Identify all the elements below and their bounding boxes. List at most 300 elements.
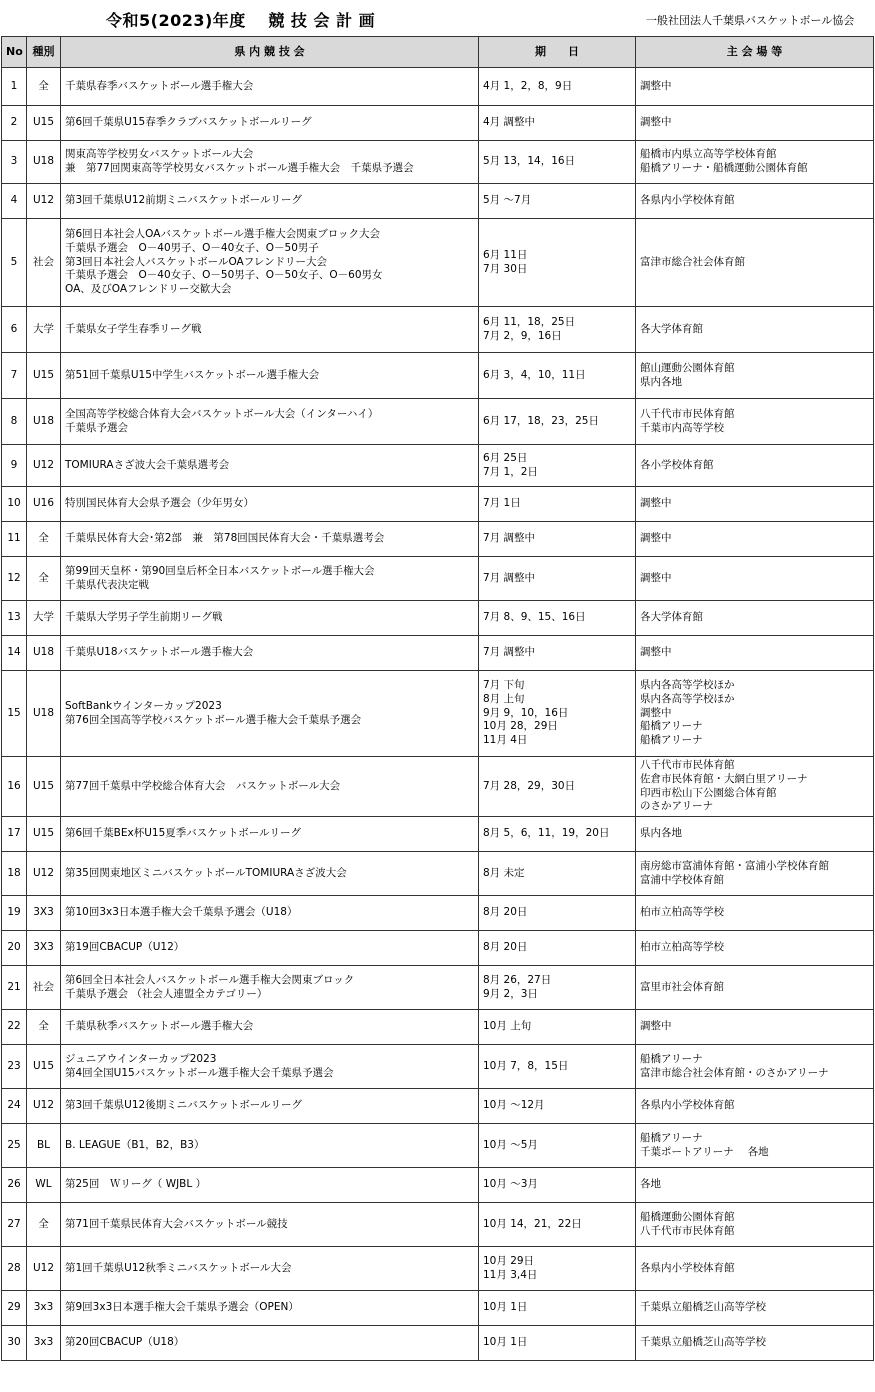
row-date-line: 7月 下旬: [483, 679, 525, 692]
row-date: [479, 817, 636, 852]
row-number: 7: [2, 353, 27, 399]
row-event: [61, 671, 479, 757]
row-number: 3: [2, 141, 27, 184]
row-date: [479, 671, 636, 757]
row-date-line: 10月 29日: [483, 1254, 535, 1267]
row-venue: [636, 141, 874, 184]
row-event-line: 第35回関東地区ミニバスケットボールTOMIURAさざ波大会: [65, 866, 347, 879]
row-event-line: 関東高等学校男女バスケットボール大会: [65, 148, 254, 161]
row-category: 3x3: [27, 1291, 61, 1326]
row-number: 23: [2, 1045, 27, 1089]
row-event-line: 第9回3x3日本選手権大会千葉県予選会（OPEN）: [65, 1301, 299, 1314]
row-date: [479, 1247, 636, 1291]
row-venue: [636, 852, 874, 896]
row-event-line: 第19回CBACUP（U12）: [65, 941, 185, 954]
organization-name: 一般社団法人千葉県バスケットボール協会: [646, 14, 855, 27]
row-date-line: 7月 28，29，30日: [483, 779, 576, 792]
row-event: [61, 896, 479, 931]
row-event-line: 千葉県U18バスケットボール選手権大会: [65, 646, 254, 659]
row-event-line: 特別国民体育大会県予選会（少年男女）: [65, 497, 254, 510]
row-number: 29: [2, 1291, 27, 1326]
row-category: U12: [27, 445, 61, 487]
row-event-line: 第6回全日本社会人バスケットボール選手権大会関東ブロック: [65, 973, 355, 986]
row-date-line: 11月 4日: [483, 733, 528, 746]
table-row: [2, 353, 874, 399]
row-event-line: 千葉県大学男子学生前期リーグ戦: [65, 611, 223, 624]
row-venue: [636, 1247, 874, 1291]
row-venue: [636, 817, 874, 852]
row-event-line: 千葉県秋季バスケットボール選手権大会: [65, 1020, 254, 1033]
row-event-line: 全国高等学校総合体育大会バスケットボール大会（インターハイ）: [65, 407, 379, 420]
row-event: [61, 1124, 479, 1168]
row-event: [61, 1326, 479, 1361]
row-category: U18: [27, 141, 61, 184]
row-date-line: 8月 上旬: [483, 693, 525, 706]
header-event: 県 内 競 技 会: [61, 37, 479, 68]
row-venue: [636, 757, 874, 817]
row-venue: [636, 487, 874, 522]
row-event: [61, 1168, 479, 1203]
table-row: [2, 966, 874, 1010]
row-event: [61, 445, 479, 487]
row-date: [479, 557, 636, 601]
row-date-line: 10月 ～12月: [483, 1099, 545, 1112]
row-venue-line: 各県内小学校体育館: [640, 194, 735, 207]
row-venue-line: 佐倉市民体育館・大網白里アリーナ: [640, 772, 808, 785]
row-venue-line: 千葉県立船橋芝山高等学校: [640, 1301, 766, 1314]
row-venue-line: 柏市立柏高等学校: [640, 941, 724, 954]
row-venue-line: 調整中: [640, 646, 672, 659]
row-date-line: 10月 上旬: [483, 1020, 532, 1033]
row-event: [61, 1045, 479, 1089]
row-event-line: 千葉県民体育大会･第2部 兼 第78回国民体育大会・千葉県選考会: [65, 532, 385, 545]
table-row: [2, 487, 874, 522]
row-event: [61, 68, 479, 106]
row-event: [61, 487, 479, 522]
row-date-line: 7月 調整中: [483, 532, 536, 545]
row-venue: [636, 1291, 874, 1326]
row-date: [479, 966, 636, 1010]
table-row: [2, 896, 874, 931]
table-row: [2, 1124, 874, 1168]
row-category: U18: [27, 636, 61, 671]
row-event-line: TOMIURAさざ波大会千葉県選考会: [65, 458, 230, 471]
row-event: [61, 557, 479, 601]
row-date-line: 8月 26，27日: [483, 973, 552, 986]
row-category: U15: [27, 757, 61, 817]
table-row: [2, 184, 874, 219]
row-date: [479, 522, 636, 557]
row-date: [479, 1089, 636, 1124]
row-event-line: 第4回全国U15バスケットボール選手権大会千葉県予選会: [65, 1066, 334, 1079]
row-category: U12: [27, 1089, 61, 1124]
row-category: BL: [27, 1124, 61, 1168]
row-date: [479, 1203, 636, 1247]
row-event: [61, 966, 479, 1010]
row-date: [479, 141, 636, 184]
row-venue: [636, 522, 874, 557]
row-event: [61, 931, 479, 966]
table-row: [2, 141, 874, 184]
table-row: [2, 219, 874, 307]
row-date-line: 9月 2，3日: [483, 987, 538, 1000]
row-date-line: 8月 20日: [483, 906, 528, 919]
table-row: [2, 817, 874, 852]
row-venue: [636, 931, 874, 966]
row-date: [479, 106, 636, 141]
row-date: [479, 353, 636, 399]
row-event-line: 千葉県予選会 O－40男子、O－40女子、O－50男子: [65, 242, 319, 255]
row-event: [61, 1203, 479, 1247]
row-number: 1: [2, 68, 27, 106]
table-row: [2, 852, 874, 896]
row-event-line: 千葉県春季バスケットボール選手権大会: [65, 79, 254, 92]
row-event: [61, 219, 479, 307]
row-venue-line: 各小学校体育館: [640, 458, 714, 471]
row-category: U12: [27, 852, 61, 896]
row-event-line: 第3回日本社会人バスケットボールOAフレンドリー大会: [65, 255, 328, 268]
row-venue-line: 船橋アリーナ: [640, 1052, 703, 1065]
row-venue: [636, 184, 874, 219]
row-category: U12: [27, 1247, 61, 1291]
row-date-line: 4月 調整中: [483, 116, 536, 129]
row-category: U15: [27, 353, 61, 399]
row-date: [479, 896, 636, 931]
row-event: [61, 852, 479, 896]
row-number: 14: [2, 636, 27, 671]
row-event-line: 第71回千葉県民体育大会バスケットボール競技: [65, 1217, 288, 1230]
row-date-line: 10月 28，29日: [483, 720, 558, 733]
row-event: [61, 601, 479, 636]
row-date: [479, 68, 636, 106]
table-row: [2, 1168, 874, 1203]
table-row: [2, 931, 874, 966]
row-venue-line: 富里市社会体育館: [640, 980, 724, 993]
row-category: U12: [27, 184, 61, 219]
table-row: [2, 757, 874, 817]
row-venue-line: 県内各地: [640, 827, 682, 840]
row-date-line: 7月 8、9、15、16日: [483, 611, 586, 624]
row-event-line: 千葉県予選会 O－40女子、O－50男子、O－50女子、O－60男女: [65, 269, 383, 282]
row-date: [479, 307, 636, 353]
row-date-line: 6月 11日: [483, 248, 528, 261]
row-date-line: 7月 1，2日: [483, 465, 538, 478]
schedule-rows: [2, 68, 874, 1361]
row-event-line: 第25回 Ｗリーグ（ WJBL ）: [65, 1178, 207, 1191]
row-date: [479, 1124, 636, 1168]
row-date-line: 8月 5，6，11，19，20日: [483, 827, 610, 840]
row-venue: [636, 445, 874, 487]
row-number: 21: [2, 966, 27, 1010]
row-date-line: 10月 1日: [483, 1336, 528, 1349]
row-venue-line: 千葉県立船橋芝山高等学校: [640, 1336, 766, 1349]
row-date-line: 10月 ～3月: [483, 1178, 538, 1191]
row-venue: [636, 106, 874, 141]
table-row: [2, 399, 874, 445]
row-number: 16: [2, 757, 27, 817]
table-row: [2, 601, 874, 636]
row-number: 20: [2, 931, 27, 966]
row-venue-line: 船橋市内県立高等学校体育館: [640, 148, 777, 161]
row-event-line: 千葉県予選会: [65, 421, 128, 434]
table-row: [2, 1203, 874, 1247]
row-venue-line: 調整中: [640, 497, 672, 510]
row-venue-line: 調整中: [640, 532, 672, 545]
row-venue-line: 船橋アリーナ・船橋運動公園体育館: [640, 162, 808, 174]
row-category: U18: [27, 671, 61, 757]
row-venue: [636, 399, 874, 445]
row-number: 15: [2, 671, 27, 757]
row-event-line: 第76回全国高等学校バスケットボール選手権大会千葉県予選会: [65, 713, 362, 726]
row-venue-line: 千葉ポートアリーナ 各地: [640, 1145, 769, 1158]
row-date-line: 5月 ～7月: [483, 194, 532, 207]
row-venue-line: 八千代市市民体育館: [640, 1224, 735, 1237]
row-date: [479, 636, 636, 671]
row-date-line: 6月 17，18，23，25日: [483, 414, 599, 427]
row-number: 5: [2, 219, 27, 307]
row-venue-line: 船橋運動公園体育館: [640, 1210, 735, 1223]
row-category: 3x3: [27, 1326, 61, 1361]
row-date-line: 10月 ～5月: [483, 1138, 538, 1151]
row-number: 25: [2, 1124, 27, 1168]
table-row: [2, 1045, 874, 1089]
row-category: WL: [27, 1168, 61, 1203]
row-venue-line: 富浦中学校体育館: [640, 873, 724, 886]
row-date: [479, 219, 636, 307]
row-event-line: 第99回天皇杯・第90回皇后杯全日本バスケットボール選手権大会: [65, 564, 375, 577]
row-venue-line: 調整中: [640, 706, 672, 719]
row-event: [61, 1010, 479, 1045]
row-event: [61, 1291, 479, 1326]
row-venue-line: 柏市立柏高等学校: [640, 906, 724, 919]
row-date: [479, 931, 636, 966]
row-venue: [636, 68, 874, 106]
row-venue-line: 富津市総合社会体育館・のさかアリーナ: [640, 1066, 829, 1079]
row-number: 8: [2, 399, 27, 445]
row-event-line: 第20回CBACUP（U18）: [65, 1336, 185, 1349]
row-venue: [636, 1124, 874, 1168]
row-date-line: 8月 未定: [483, 866, 525, 879]
row-venue-line: 八千代市市民体育館: [640, 759, 735, 772]
row-event-line: ジュニアウインターカップ2023: [65, 1052, 217, 1065]
row-date-line: 5月 13，14，16日: [483, 155, 576, 168]
row-category: 全: [27, 68, 61, 106]
row-category: 全: [27, 522, 61, 557]
table-row: [2, 557, 874, 601]
row-category: 3X3: [27, 896, 61, 931]
row-venue-line: のさかアリーナ: [640, 800, 714, 813]
row-venue: [636, 1326, 874, 1361]
row-venue: [636, 219, 874, 307]
row-venue: [636, 557, 874, 601]
row-venue: [636, 636, 874, 671]
row-venue-line: 県内各高等学校ほか: [640, 693, 735, 706]
row-event-line: 第1回千葉県U12秋季ミニバスケットボール大会: [65, 1261, 292, 1274]
table-row: [2, 1291, 874, 1326]
row-date-line: 6月 3，4，10，11日: [483, 368, 586, 381]
row-event: [61, 1089, 479, 1124]
row-event-line: OA、及びOAフレンドリー交歓大会: [65, 282, 232, 295]
row-date: [479, 184, 636, 219]
row-venue: [636, 671, 874, 757]
row-event-line: 兼 第77回関東高等学校男女バスケットボール選手権大会 千葉県予選会: [65, 162, 414, 174]
row-date: [479, 1326, 636, 1361]
row-date: [479, 399, 636, 445]
row-event-line: 第3回千葉県U12後期ミニバスケットボールリーグ: [65, 1099, 302, 1112]
row-date-line: 7月 1日: [483, 497, 521, 510]
row-category: U16: [27, 487, 61, 522]
table-row: [2, 1089, 874, 1124]
row-venue-line: 県内各高等学校ほか: [640, 679, 735, 692]
row-date-line: 7月 調整中: [483, 571, 536, 584]
row-number: 10: [2, 487, 27, 522]
table-row: [2, 1326, 874, 1361]
row-date: [479, 445, 636, 487]
row-venue-line: 調整中: [640, 571, 672, 584]
row-category: 社会: [27, 966, 61, 1010]
row-date: [479, 1010, 636, 1045]
row-event: [61, 817, 479, 852]
row-event: [61, 399, 479, 445]
row-venue-line: 県内各地: [640, 375, 682, 388]
row-event-line: 第6回千葉BEx杯U15夏季バスケットボールリーグ: [65, 827, 302, 840]
row-number: 30: [2, 1326, 27, 1361]
table-row: [2, 445, 874, 487]
row-event: [61, 353, 479, 399]
row-venue: [636, 1203, 874, 1247]
row-number: 19: [2, 896, 27, 931]
row-venue: [636, 353, 874, 399]
row-event-line: 千葉県代表決定戦: [65, 578, 149, 591]
row-date-line: 8月 20日: [483, 941, 528, 954]
row-category: U15: [27, 817, 61, 852]
row-venue-line: 印西市松山下公園総合体育館: [640, 786, 777, 799]
row-number: 11: [2, 522, 27, 557]
row-event-line: 第3回千葉県U12前期ミニバスケットボールリーグ: [65, 194, 302, 207]
row-number: 13: [2, 601, 27, 636]
row-number: 18: [2, 852, 27, 896]
row-category: 全: [27, 1203, 61, 1247]
row-date-line: 10月 14，21，22日: [483, 1217, 582, 1230]
row-event-line: B. LEAGUE（B1，B2，B3）: [65, 1138, 205, 1151]
row-date-line: 7月 30日: [483, 262, 528, 275]
table-row: [2, 671, 874, 757]
table-row: [2, 106, 874, 141]
header-venue: 主 会 場 等: [636, 37, 874, 68]
row-date-line: 9月 9，10，16日: [483, 706, 569, 719]
row-date-line: 7月 調整中: [483, 646, 536, 659]
row-number: 22: [2, 1010, 27, 1045]
row-event: [61, 307, 479, 353]
row-category: 3X3: [27, 931, 61, 966]
table-row: [2, 522, 874, 557]
row-date: [479, 1291, 636, 1326]
row-date-line: 10月 1日: [483, 1301, 528, 1314]
row-date: [479, 1045, 636, 1089]
row-category: 全: [27, 1010, 61, 1045]
row-category: U15: [27, 1045, 61, 1089]
row-event-line: 千葉県予選会 （社会人連盟全カテゴリー）: [65, 987, 268, 1000]
row-event: [61, 106, 479, 141]
row-venue: [636, 1168, 874, 1203]
row-date-line: 7月 2，9，16日: [483, 329, 562, 342]
row-number: 17: [2, 817, 27, 852]
row-venue: [636, 966, 874, 1010]
row-event-line: 第6回千葉県U15春季クラブバスケットボールリーグ: [65, 116, 312, 129]
row-venue-line: 調整中: [640, 1020, 672, 1033]
row-venue: [636, 1010, 874, 1045]
row-event: [61, 636, 479, 671]
row-date-line: 4月 1，2，8，9日: [483, 79, 573, 92]
table-header-row: [2, 37, 874, 68]
row-number: 9: [2, 445, 27, 487]
row-date: [479, 1168, 636, 1203]
row-date-line: 11月 3,4日: [483, 1268, 538, 1281]
row-category: U18: [27, 399, 61, 445]
row-venue-line: 八千代市市民体育館: [640, 407, 735, 420]
row-date: [479, 601, 636, 636]
schedule-table: [1, 36, 874, 1361]
row-venue-line: 各地: [640, 1178, 661, 1191]
table-row: [2, 636, 874, 671]
row-number: 6: [2, 307, 27, 353]
row-venue-line: 館山運動公園体育館: [640, 361, 735, 374]
header-category: 種別: [27, 37, 61, 68]
row-event-line: 第51回千葉県U15中学生バスケットボール選手権大会: [65, 368, 320, 381]
row-date: [479, 487, 636, 522]
row-event: [61, 184, 479, 219]
row-date-line: 10月 7，8，15日: [483, 1059, 569, 1072]
row-date: [479, 757, 636, 817]
row-event-line: 千葉県女子学生春季リーグ戦: [65, 322, 202, 335]
row-date-line: 6月 25日: [483, 451, 528, 464]
row-venue-line: 千葉市内高等学校: [640, 421, 724, 434]
row-venue-line: 調整中: [640, 79, 672, 92]
table-row: [2, 68, 874, 106]
row-category: 社会: [27, 219, 61, 307]
row-number: 12: [2, 557, 27, 601]
row-number: 28: [2, 1247, 27, 1291]
row-venue: [636, 601, 874, 636]
row-number: 27: [2, 1203, 27, 1247]
row-number: 24: [2, 1089, 27, 1124]
row-date: [479, 852, 636, 896]
row-category: U15: [27, 106, 61, 141]
header-date: 期 日: [479, 37, 636, 68]
row-venue-line: 船橋アリーナ: [640, 1131, 703, 1144]
row-venue: [636, 1089, 874, 1124]
row-venue-line: 調整中: [640, 116, 672, 129]
row-event-line: SoftBankウインターカップ2023: [65, 699, 222, 712]
row-venue-line: 各県内小学校体育館: [640, 1099, 735, 1112]
row-venue-line: 各大学体育館: [640, 322, 703, 335]
row-venue-line: 船橋アリーナ: [640, 733, 703, 746]
row-event-line: 第10回3x3日本選手権大会千葉県予選会（U18）: [65, 906, 298, 919]
row-venue: [636, 1045, 874, 1089]
header-no: No: [2, 37, 27, 68]
row-event: [61, 522, 479, 557]
table-row: [2, 1010, 874, 1045]
row-event-line: 第6回日本社会人OAバスケットボール選手権大会関東ブロック大会: [65, 228, 380, 241]
row-venue-line: 各県内小学校体育館: [640, 1261, 735, 1274]
row-venue: [636, 307, 874, 353]
row-event: [61, 1247, 479, 1291]
page-title: 令和5(2023)年度 競 技 会 計 画: [106, 11, 376, 30]
table-row: [2, 307, 874, 353]
row-venue-line: 富津市総合社会体育館: [640, 255, 745, 268]
row-number: 26: [2, 1168, 27, 1203]
row-number: 2: [2, 106, 27, 141]
